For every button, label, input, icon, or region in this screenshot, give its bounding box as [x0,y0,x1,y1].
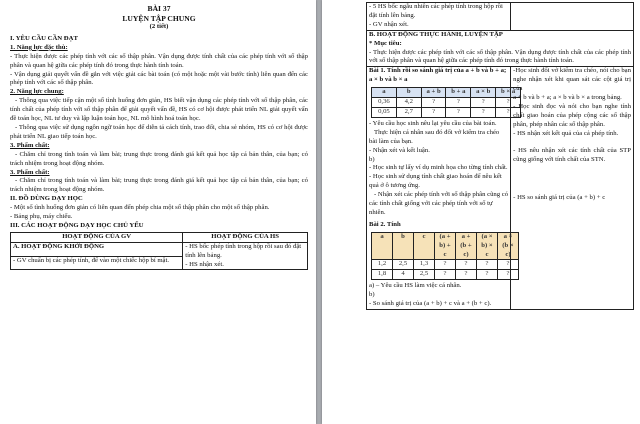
table-cell: 1,3 [414,260,435,270]
table-cell: ? [471,98,496,108]
paragraph: - 5 HS bốc ngẫu nhiên các phép tính trong hộp rồi đặt tính lên bảng. [369,3,503,19]
paragraph: - HS bốc phép tính trong hộp rồi sau đó đặt tính lên bảng. [185,242,302,259]
paragraph: - HS nhận xét. [185,260,224,268]
continued-teacher-cell [367,3,511,31]
table-cell: 1,8 [372,270,393,280]
lesson-title: LUYỆN TẬP CHUNG [122,13,196,23]
section-materials: II. ĐỒ DÙNG DẠY HỌC [10,195,83,203]
table-header-cell: b [396,88,421,98]
paragraph: - Học sinh tự lấy ví dụ minh họa cho từng tính chất. [369,164,508,172]
page-left-content [10,4,308,270]
paragraph: - GV nhận xét. [369,20,409,28]
exercise-1-title: Bài 1. Tính rồi so sánh giá trị của a + b và b + a; a × b và b × a [369,67,507,84]
exercise-1-table [371,87,521,118]
activity-table-continued [366,2,634,310]
page-right-content [366,2,634,310]
table-cell: 2,5 [393,260,414,270]
paragraph: - HS nhận xét kết quả của cả phép tính. [513,129,619,137]
table-header-cell: a [372,232,393,260]
activity-a-heading: A. HOẠT ĐỘNG KHỞI ĐỘNG [11,242,183,256]
table-cell: ? [496,107,521,117]
paragraph: - Vận dụng giải quyết vấn đề gắn với việc giải các bài toán (có một hoặc một vài bước tính) liên quan đến các phép tính với các số thập phân. [10,70,308,87]
table-cell: ? [471,107,496,117]
paragraph: - GV chuẩn bị các phép tính, để vào một chiếc hộp bí mật. [13,256,170,264]
subsection-qualities: 3. Phẩm chất: [10,141,50,149]
table-header-cell: a + b [421,88,446,98]
table-cell: 4,2 [396,98,421,108]
table-cell: 0,05 [372,107,397,117]
paragraph: - Thực hiện được các phép tính với các số thập phân. Vận dụng được tính chất của các phép tính với số thập phân và quan hệ giữa các phép tính đó trong thực hành tính toán. [10,52,308,69]
table-cell: ? [435,270,456,280]
continued-student-cell [511,3,634,31]
paragraph: Thực hiện cá nhân sau đó đổi vở kiểm tra chéo bài làm của bạn. [369,128,500,145]
exercise-teacher-cell [367,67,516,310]
exercise-2-table [371,232,519,281]
table-header-cell: b × a [496,88,521,98]
exercise-2-title: Bài 2. Tính [369,220,401,228]
table-header-cell: b + a [446,88,471,98]
table-cell: ? [446,98,471,108]
paragraph: - Chăm chỉ trong tính toán và làm bài; trung thực trong đánh giá kết quả học tập cá bản thân, của bạn; có trách nhiệm trong hoạt động nhóm. [10,150,308,167]
paragraph: - Yêu cầu học sinh nêu lại yêu cầu của bài toán. [369,119,497,127]
paragraph: - HS so sánh giá trị của (a + b) + c [513,194,606,202]
document-page-left [0,0,316,424]
column-header-teacher: HOẠT ĐỘNG CỦA GV [11,232,183,242]
table-cell: ? [456,270,477,280]
paragraph: - HS nêu nhận xét các tính chất của STP cũng giống với tính chất của STN. [513,146,631,163]
paragraph: - Nhận xét và kết luận. [369,146,430,154]
table-cell: ? [498,270,519,280]
table-cell: 2,5 [414,270,435,280]
table-cell: ? [456,260,477,270]
table-cell: ? [477,260,498,270]
paragraph: - Thông qua việc tiếp cận một số tình huống đơn giản, HS biết vận dụng các phép tính với số thập phân, các tính chất của phép tính với số thập phân để giải quyết vấn đề, HS có cơ hội được phát triển NL giải quyết vấn đề toán học, NL tư duy và lập luận toán học, NL mô hình hoá toán học. [10,97,308,123]
table-header-cell: a × b [471,88,496,98]
paragraph: - Một số tình huống đơn giản có liên quan đến phép chia một số thập phân cho một số thập phân. [10,204,270,212]
paragraph: - Thông qua việc sử dụng ngôn ngữ toán học để diễn tả cách tính, trao đổi, chia sẻ nhóm, HS có cơ hội được phát triển NL giao tiếp toán học. [10,123,308,140]
section-activities: III. CÁC HOẠT ĐỘNG DẠY HỌC CHỦ YẾU [10,221,144,229]
activity-a-teacher-cell [11,256,183,270]
paragraph: a) – Yêu cầu HS làm việc cá nhân. [369,282,462,290]
paragraph: - Học sinh đọc và nói cho bạn nghe tính chất giao hoán của phép cộng các số thập phân, phép nhân các số thập phân. [513,102,631,128]
table-header-cell: b [393,232,414,260]
table-cell: ? [496,98,521,108]
paragraph: b) [369,291,375,299]
paragraph: - Thực hiện được các phép tính với các số thập phân. Vận dụng được tính chất của các phép tính với số thập phân và quan hệ giữa các phép tính đó trong thực hành tính toán. [369,48,631,65]
subsection-specific-competence: 1. Năng lực đặc thù: [10,43,68,51]
exercise-student-cell [511,67,634,310]
table-header-cell: a + (b + c) [456,232,477,260]
paragraph: -Học sinh đổi vở kiểm tra chéo, nói cho bạn nghe nhận xét khi quan sát các cột giá trị của [513,67,631,93]
table-cell: 0,36 [372,98,397,108]
activity-b-cell [367,30,634,67]
table-header-cell: a × (b × c) [498,232,519,260]
paragraph: - So sánh giá trị của (a + b) + c và a + (b + c). [369,300,492,308]
table-cell: 2,7 [396,107,421,117]
document-page-right [322,0,640,424]
table-cell: ? [421,98,446,108]
activity-b-heading: B. HOẠT ĐỘNG THỰC HÀNH, LUYỆN TẬP [369,30,503,38]
activity-table [10,232,308,271]
lesson-subtitle: (2 tiết) [149,23,169,30]
paragraph: - Nhận xét các phép tính với số thập phân cũng có các tính chất giống với các phép tính với số tự nhiên. [369,191,509,216]
table-cell: ? [477,270,498,280]
table-cell: ? [498,260,519,270]
paragraph: - Học sinh sử dụng tính chất giao hoán để nêu kết quả ở ô tương ứng. [369,173,502,190]
table-cell: 4 [393,270,414,280]
table-header-cell: (a + b) + c [435,232,456,260]
activity-a-student-cell [183,242,308,270]
subsection-general-competence: 2. Năng lực chung: [10,88,64,96]
table-cell: ? [435,260,456,270]
table-header-cell: a [372,88,397,98]
paragraph: a + b và b + a; a × b và b × a trong bảng. [513,94,622,102]
column-header-student: HOẠT ĐỘNG CỦA HS [183,232,308,242]
paragraph: b) [369,155,375,163]
subsection-qualities-repeat: 3. Phẩm chất: [10,168,50,176]
table-cell: ? [421,107,446,117]
goal-label: * Mục tiêu: [369,39,402,47]
section-objectives: I. YÊU CẦU CẦN ĐẠT [10,34,78,42]
lesson-heading: BÀI 37 [147,4,171,13]
table-header-cell: c [414,232,435,260]
table-cell: ? [446,107,471,117]
table-header-cell: (a × b) × c [477,232,498,260]
paragraph: - Bảng phụ, máy chiếu. [10,213,73,221]
table-cell: 1,2 [372,260,393,270]
paragraph: - Chăm chỉ trong tính toán và làm bài; trung thực trong đánh giá kết quả học tập cá bản thân, của bạn; có trách nhiệm trong hoạt động nhóm. [10,177,308,194]
